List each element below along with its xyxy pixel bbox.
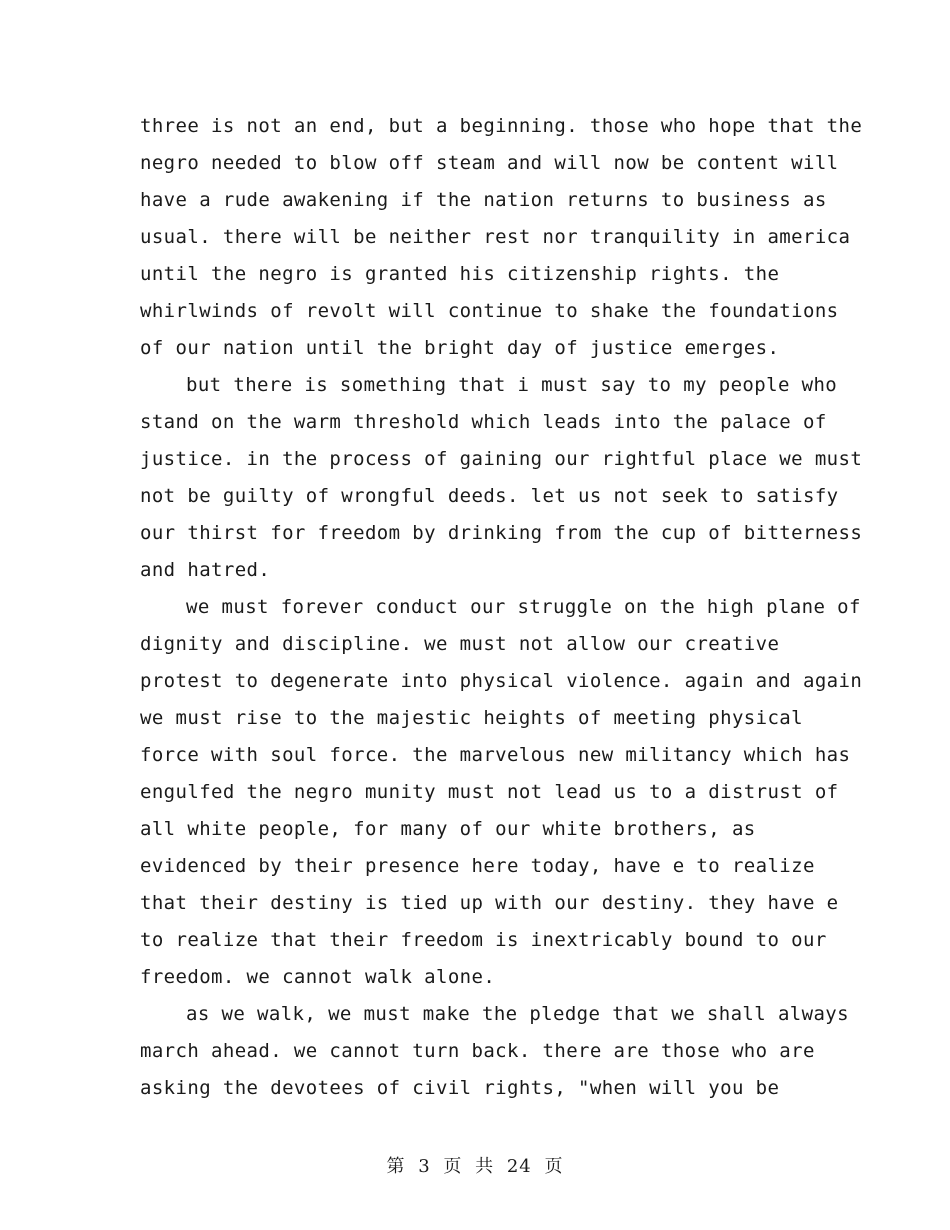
text-line: of our nation until the bright day of justice emerges.	[140, 337, 780, 359]
text-line: asking the devotees of civil rights, "when will you be	[140, 1077, 780, 1099]
text-line: freedom. we cannot walk alone.	[140, 966, 496, 988]
page-footer: 第 3 页 共 24 页	[386, 1156, 564, 1177]
text-line: whirlwinds of revolt will continue to shake the foundations	[140, 300, 839, 322]
text-line: dignity and discipline. we must not allow our creative	[140, 633, 780, 655]
text-line: usual. there will be neither rest nor tranquility in america	[140, 226, 851, 248]
text-line: three is not an end, but a beginning. those who hope that the	[140, 115, 863, 137]
text-line: evidenced by their presence here today, have e to realize	[140, 855, 815, 877]
text-line: we must rise to the majestic heights of meeting physical	[140, 707, 803, 729]
text-line: march ahead. we cannot turn back. there are those who are	[140, 1040, 815, 1062]
text-line: and hatred.	[140, 559, 271, 581]
text-line: justice. in the process of gaining our rightful place we must	[140, 448, 863, 470]
text-line: that their destiny is tied up with our destiny. they have e	[140, 892, 839, 914]
text-line: to realize that their freedom is inextricably bound to our	[140, 929, 827, 951]
body-text	[140, 108, 863, 1107]
paragraph-first-line: as we walk, we must make the pledge that we shall always	[186, 1003, 849, 1025]
text-line: force with soul force. the marvelous new militancy which has	[140, 744, 851, 766]
text-line: engulfed the negro munity must not lead us to a distrust of	[140, 781, 839, 803]
text-line: negro needed to blow off steam and will now be content will	[140, 152, 839, 174]
text-line: stand on the warm threshold which leads into the palace of	[140, 411, 827, 433]
text-line: until the negro is granted his citizenship rights. the	[140, 263, 780, 285]
paragraph-first-line: we must forever conduct our struggle on the high plane of	[186, 596, 861, 618]
text-line: all white people, for many of our white brothers, as	[140, 818, 756, 840]
text-line: our thirst for freedom by drinking from the cup of bitterness	[140, 522, 863, 544]
text-line: have a rude awakening if the nation returns to business as	[140, 189, 827, 211]
text-line: not be guilty of wrongful deeds. let us not seek to satisfy	[140, 485, 839, 507]
text-line: protest to degenerate into physical violence. again and again	[140, 670, 863, 692]
paragraph-first-line: but there is something that i must say to my people who	[186, 374, 838, 396]
